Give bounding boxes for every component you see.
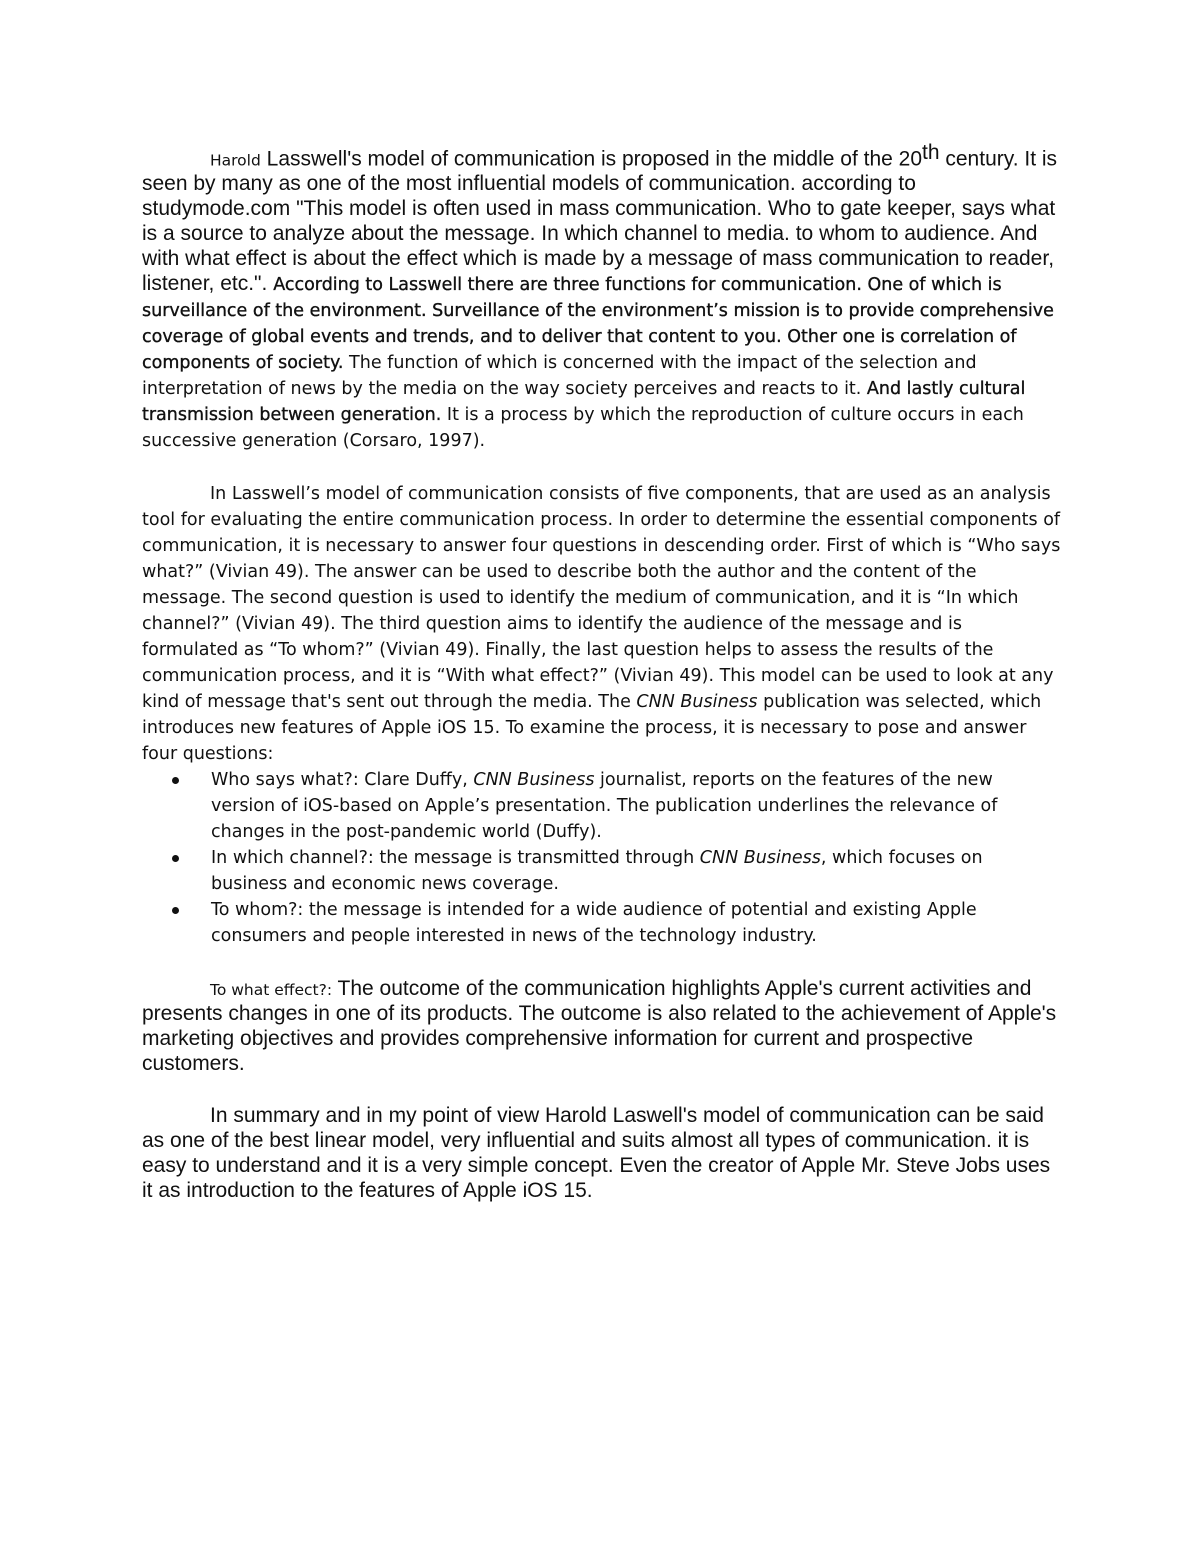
bullet-icon bbox=[172, 907, 179, 914]
document-body bbox=[142, 140, 1062, 1203]
text-run: The function of which is concerned with the impact of the selection and interpretation of news by the media on the way society perceives and reacts to it. bbox=[142, 353, 977, 400]
list-item bbox=[142, 897, 1062, 949]
text-run: In summary and in my point of view Harold Laswell's model of communication can be said as one of the best linear model, very influential and suits almost all types of communication. it is easy to understand and it is a very simple concept. Even the creator of Apple Mr. Steve Jobs uses it as introduction to the features of Apple iOS 15. bbox=[142, 1104, 1051, 1203]
paragraph-gap bbox=[142, 949, 1062, 976]
bullet-list bbox=[142, 767, 1062, 949]
text-run: Who says what?: Clare Duffy, bbox=[211, 770, 474, 791]
paragraph-gap bbox=[142, 1076, 1062, 1103]
lead-phrase: To what effect?: bbox=[210, 981, 333, 1000]
bullet-icon bbox=[172, 855, 179, 862]
text-run: journalist, reports on the features of the new version of iOS-based on Apple’s presentation. The publication underlines the relevance of changes in the post-pandemic world (Duffy). bbox=[211, 770, 998, 843]
superscript: th bbox=[922, 141, 940, 164]
text-run: Lasswell's model of communication is proposed in the middle of the 20 bbox=[260, 147, 923, 171]
italic-text-run: CNN Business bbox=[699, 848, 821, 869]
text-run: It is a process by which the reproduction of culture occurs in each successive generation (Corsaro, 1997). bbox=[142, 405, 1024, 452]
text-run: publication was selected, which introduces new features of Apple iOS 15. To examine the process, it is necessary to pose and answer four questions: bbox=[142, 692, 1042, 765]
text-run: , which focuses on business and economic news coverage. bbox=[211, 848, 983, 895]
text-run: In which channel?: the message is transmitted through bbox=[211, 848, 700, 869]
paragraph-1 bbox=[142, 140, 1062, 454]
italic-text-run: CNN Business bbox=[473, 770, 595, 791]
paragraph-4 bbox=[142, 1103, 1062, 1203]
bold-text-run: And lastly cultural transmission between generation. bbox=[142, 379, 1026, 426]
list-item bbox=[142, 767, 1062, 845]
paragraph-2 bbox=[142, 481, 1062, 767]
bullet-icon bbox=[172, 777, 179, 784]
paragraph-gap bbox=[142, 454, 1062, 481]
italic-text-run: CNN Business bbox=[636, 692, 758, 713]
paragraph-3 bbox=[142, 976, 1062, 1076]
text-run: The outcome of the communication highlights Apple's current activities and presents changes in one of its products. The outcome is also related to the achievement of Apple's marketing objectives and provides comprehensive information for current and prospective customers. bbox=[142, 977, 1057, 1076]
text-run: To whom?: the message is intended for a wide audience of potential and existing Apple consumers and people interested in news of the technology industry. bbox=[211, 900, 977, 947]
text-run: century. It is seen by many as one of the most influential models of communication. according to studymode.com "This model is often used in mass communication. Who to gate keeper, says what is a source to analyze about the message. In which channel to media. to whom to audience. And with what effect is about the effect which is made by a message of mass communication to reader, listener, etc.". bbox=[142, 147, 1058, 296]
bold-text-run: According to Lasswell there are three functions for communication. One of which is surveillance of the environment. Surveillance of the environment’s mission is to provide comprehensive coverage of global events and trends, and to deliver that content to you. Other one is correlation of components of society. bbox=[142, 275, 1054, 374]
lead-word: Harold bbox=[210, 151, 261, 170]
list-item bbox=[142, 845, 1062, 897]
text-run: In Lasswell’s model of communication consists of five components, that are used as an analysis tool for evaluating the entire communication process. In order to determine the essential components of communication, it is necessary to answer four questions in descending order. First of which is “Who says what?” (Vivian 49). The answer can be used to describe both the author and the content of the message. The second question is used to identify the medium of communication, and it is “In which channel?” (Vivian 49). The third question aims to identify the audience of the message and is formulated as “To whom?” (Vivian 49). Finally, the last question helps to assess the results of the communication process, and it is “With what effect?” (Vivian 49). This model can be used to look at any kind of message that's sent out through the media. The bbox=[142, 484, 1061, 713]
